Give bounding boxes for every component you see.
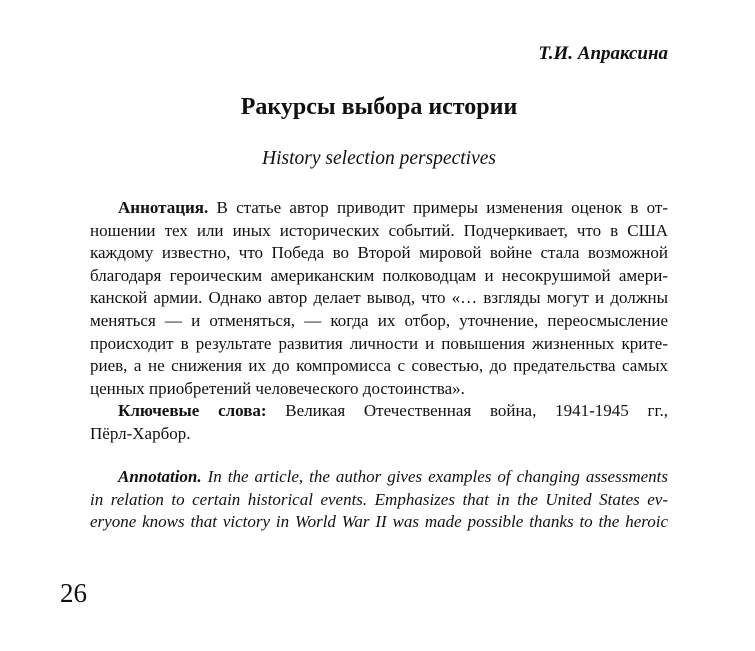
article-subtitle-english: History selection perspectives — [262, 148, 496, 169]
abstract-line: Аннотация. В статье автор приводит примеры изменения оценок в от- — [118, 198, 668, 217]
abstract-en-line: eryone knows that victory in World War II was made possible thanks to the heroic — [90, 512, 668, 532]
keywords-label: Ключевые слова: — [118, 401, 267, 420]
keywords-line: Ключевые слова: Великая Отечественная война, 1941-1945 гг., — [118, 401, 668, 420]
abstract-label: Аннотация. — [118, 198, 209, 217]
page-number: 26 — [60, 578, 87, 608]
author-name: Т.И. Апраксина — [538, 43, 668, 64]
abstract-line: риев, а не снижения их до компромисса с совестью, до предательства самых — [90, 356, 668, 376]
keywords-russian — [90, 400, 668, 445]
abstract-russian — [90, 197, 668, 400]
abstract-en-line: in relation to certain historical events. Emphasizes that in the United States ev- — [90, 489, 668, 509]
annotation-label: Annotation. — [118, 467, 202, 486]
abstract-line: происходит в результате развития личности и повышения жизненных крите- — [90, 333, 668, 353]
article-title: Ракурсы выбора истории — [240, 94, 518, 120]
abstract-english — [90, 466, 668, 534]
abstract-en-line: Annotation. In the article, the author gives examples of changing assessments — [118, 467, 668, 486]
abstract-line: меняться — и отменяться, — когда их отбор, уточнение, переосмысление — [90, 310, 668, 330]
keywords-line: Пёрл-Харбор. — [90, 423, 191, 443]
abstract-line: канской армии. Однако автор делает вывод, что «… взгляды могут и должны — [90, 288, 668, 308]
abstract-line: ношении тех или иных исторических событий. Подчеркивает, что в США — [90, 220, 668, 240]
abstract-line: ценных приобретений человеческого достоинства». — [90, 378, 465, 398]
abstract-line: каждому известно, что Победа во Второй мировой войне стала возможной — [90, 243, 668, 263]
abstract-line: благодаря героическим американским полководцам и несокрушимой амери- — [90, 265, 668, 285]
